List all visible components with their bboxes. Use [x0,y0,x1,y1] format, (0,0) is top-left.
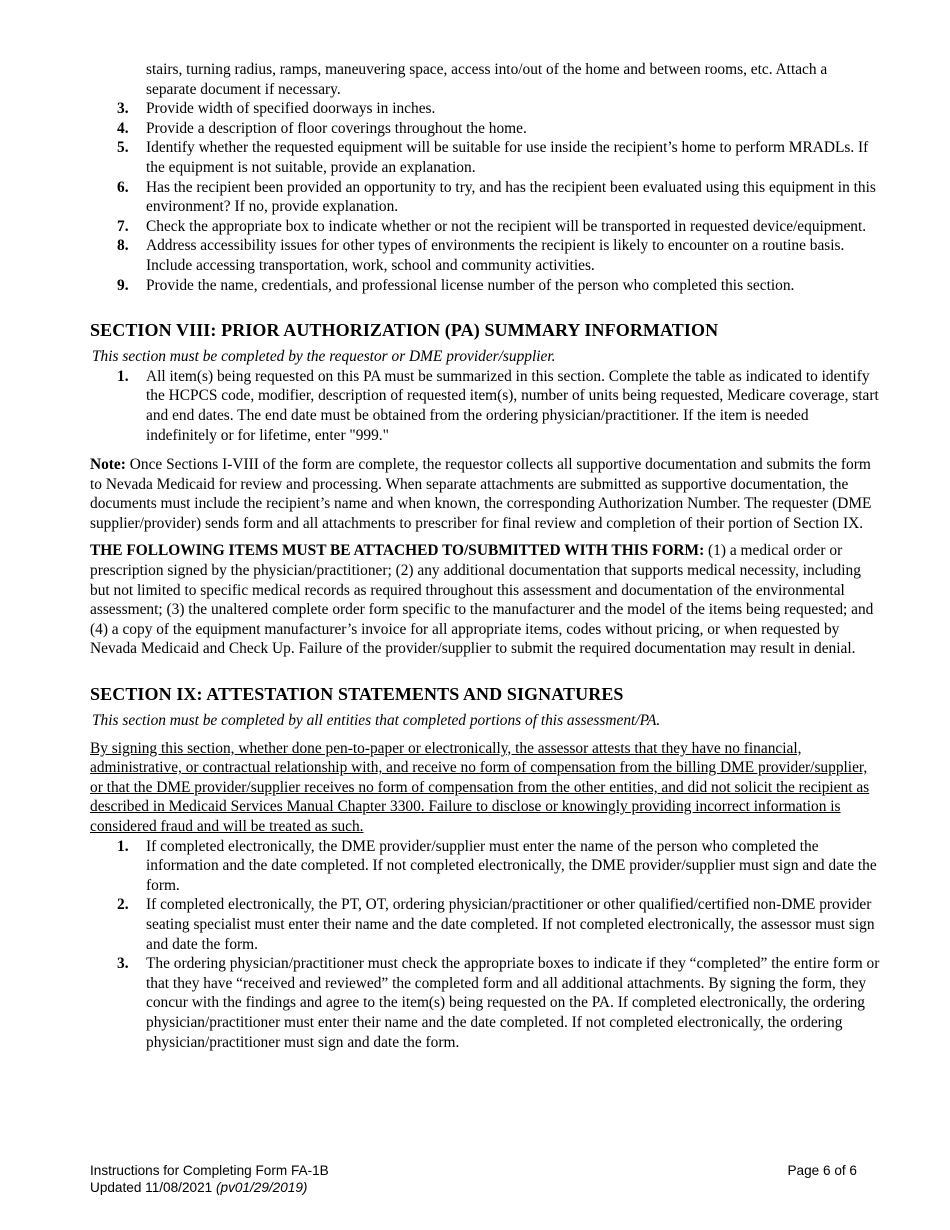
item-number: 5. [117,139,129,157]
item-number: 7. [117,217,129,235]
item-text: Provide a description of floor coverings throughout the home. [146,119,527,137]
list-item [90,217,880,237]
item-number: 3. [117,955,129,973]
item-number: 9. [117,276,129,294]
item-text: If completed electronically, the PT, OT, ordering physician/practitioner or other qualified/certified non-DME provider seating specialist must enter their name and the date completed. If not completed electronically, the assessor must sign and date the form. [146,896,875,953]
footer-page-number: Page 6 of 6 [787,1163,857,1178]
section7-list [90,99,880,295]
item-number: 6. [117,178,129,196]
item-text: All item(s) being requested on this PA must be summarized in this section. Complete the table as indicated to identify the HCPCS code, modifier, description of requested item(s), number of units being requested, Medicare coverage, start and end dates. The end date must be obtained from the ordering physician/practitioner. If the item is needed indefinitely or for lifetime, enter "999." [146,367,879,444]
item-number: 1. [117,367,129,385]
footer-updated [90,1179,857,1196]
list-item [90,119,880,139]
note-text: Once Sections I-VIII of the form are complete, the requestor collects all supportive documentation and submits the form to Nevada Medicaid for review and processing. When separate attachments are submitted as supportive documentation, the documents must include the recipient’s name and when known, the corresponding Authorization Number. The requester (DME supplier/provider) sends form and all attachments to prescriber for final review and completion of their portion of Section IX. [90,456,872,532]
item-text: Provide width of specified doorways in inches. [146,100,436,118]
item-number: 1. [117,837,129,855]
attachments-label: THE FOLLOWING ITEMS MUST BE ATTACHED TO/SUBMITTED WITH THIS FORM: [90,542,705,560]
list-item [90,954,880,1052]
item-number: 4. [117,119,129,137]
list-item [90,178,880,217]
section8-heading: SECTION VIII: PRIOR AUTHORIZATION (PA) SUMMARY INFORMATION [90,320,719,341]
item-number: 2. [117,896,129,914]
section9-intro: This section must be completed by all entities that completed portions of this assessment/PA. [92,712,661,730]
section9-heading: SECTION IX: ATTESTATION STATEMENTS AND SIGNATURES [90,684,624,705]
footer-previous-version: (pv01/29/2019) [215,1180,308,1195]
item-text: The ordering physician/practitioner must check the appropriate boxes to indicate if they “completed” the entire form or that they have “received and reviewed” the completed form and all additional attachments. By signing the form, they concur with the findings and agree to the item(s) being requested on the PA. If completed electronically, the ordering physician/practitioner must enter their name and the date completed. If not completed electronically, the ordering physician/practitioner must sign and date the form. [146,955,880,1051]
page-footer [90,1162,857,1196]
section8-list [90,367,880,445]
note-paragraph [90,455,880,533]
footer-form-title: Instructions for Completing Form FA-1B [90,1163,329,1178]
list-item [90,99,880,119]
item-text: Address accessibility issues for other types of environments the recipient is likely to encounter on a routine basis. Include accessing transportation, work, school and community activities. [146,237,845,274]
section9-list [90,837,880,1053]
list-item [90,837,880,896]
attachments-text: (1) a medical order or prescription signed by the physician/practitioner; (2) any additional documentation that supports medical necessity, including but not limited to specific medical records as required throughout this assessment and documentation of the environmental assessment; (3) the unaltered complete order form specific to the manufacturer and the model of the items being requested; and (4) a copy of the equipment manufacturer’s invoice for all appropriate items, codes without pricing, or when requested by Nevada Medicaid and Check Up. Failure of the provider/supplier to submit the required documentation may result in denial. [90,542,874,658]
list-item [90,276,880,296]
note-label: Note: [90,456,126,474]
list-item [90,895,880,954]
item-number: 3. [117,100,129,118]
item-text: Provide the name, credentials, and professional license number of the person who completed this section. [146,276,795,294]
item-number: 8. [117,237,129,255]
attachments-paragraph [90,541,880,659]
item-text: If completed electronically, the DME provider/supplier must enter the name of the person who completed the information and the date completed. If not completed electronically, the DME provider/supplier must sign and date the form. [146,837,877,894]
item-text: Check the appropriate box to indicate whether or not the recipient will be transported in requested device/equipment. [146,217,867,235]
attestation-statement: By signing this section, whether done pen-to-paper or electronically, the assessor attests that they have no financial, administrative, or contractual relationship with, and receive no form of compensation from the billing DME provider/supplier, or that the DME provider/supplier receives no form of compensation from the other entities, and did not solicit the recipient as described in Medicaid Services Manual Chapter 3300. Failure to disclose or knowingly providing incorrect information is considered fraud and will be treated as such. [90,739,870,835]
list-item [90,138,880,177]
list-item [90,236,880,275]
continuation-text: stairs, turning radius, ramps, maneuvering space, access into/out of the home and between rooms, etc. Attach a separate document if necessary. [146,61,828,98]
section8-intro: This section must be completed by the requestor or DME provider/supplier. [92,348,556,366]
list-item [90,367,880,445]
item-text: Identify whether the requested equipment will be suitable for use inside the recipient’s home to perform MRADLs. If the equipment is not suitable, provide an explanation. [146,139,869,176]
item-text: Has the recipient been provided an opportunity to try, and has the recipient been evaluated using this equipment in this environment? If no, provide explanation. [146,178,876,216]
footer-updated-date: Updated 11/08/2021 [90,1180,216,1195]
